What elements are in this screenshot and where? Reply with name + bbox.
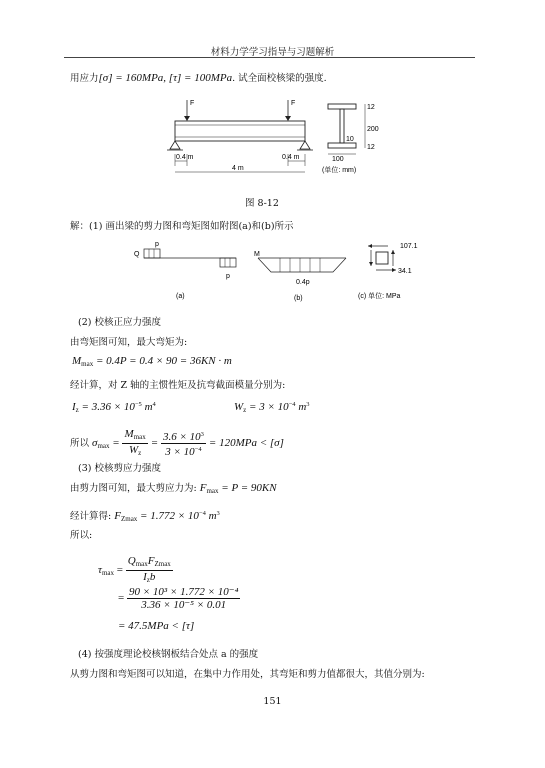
shear-top-label: p xyxy=(155,241,159,248)
shear-bottom-label: p xyxy=(226,273,230,280)
sigma-fraction-symbolic: $\frac{M_{max}}{W_z}$ xyxy=(124,428,146,457)
force-arrowhead-left xyxy=(184,116,190,121)
moment-curve xyxy=(258,258,346,272)
section-web xyxy=(340,109,344,143)
force-arrowhead-right xyxy=(285,116,291,121)
tau-numeric: = $\frac{\text{90 × 10³ × 1.772 × 10⁻⁴}}{\text{3.36 × 10⁻⁵ × 0.01}}$ xyxy=(118,586,239,611)
stress-element xyxy=(376,252,388,264)
step4-heading: (4) 按强度理论校核钢板结合处点 a 的强度 xyxy=(78,649,259,660)
iz-equation: $I_z = 3.36 \times 10^{-5}$ $m^4$ xyxy=(72,401,156,414)
caption-a: (a) xyxy=(176,293,185,300)
wz-equation: $W_z = 3 \times 10^{-4}$ $m^3$ xyxy=(234,401,310,414)
tau-fraction-numeric: $\frac{\text{90 × 10³ × 1.772 × 10⁻⁴}}{\text{3.36 × 10⁻⁵ × 0.01}}$ xyxy=(128,586,239,611)
shear-positive-block xyxy=(144,249,160,258)
intro-prefix: 用应力 xyxy=(70,73,99,84)
step3-heading: (3) 校核剪应力强度 xyxy=(78,463,161,474)
caption-c: (c) 单位: MPa xyxy=(358,293,401,300)
caption-b: (b) xyxy=(294,295,303,302)
moment-value: 0.4p xyxy=(296,279,310,286)
dim-right: 0.4 m xyxy=(282,154,300,161)
header-rule xyxy=(64,57,475,58)
mmax-equation: $M_{max} = 0.4P = 0.4 \times 90 = 36KN \cdot m$ xyxy=(72,355,232,368)
moment-label: M xyxy=(254,251,260,258)
stress-top-value: 107.1 xyxy=(400,243,418,250)
unit-note: (单位: mm) xyxy=(322,167,357,174)
pin-support xyxy=(170,141,180,149)
running-header: 材料力学学习指导与习题解析 xyxy=(210,47,335,58)
dim-section-bottom: 12 xyxy=(367,144,375,151)
step4-line1: 从剪力图和弯矩图可以知道，在集中力作用处，其弯矩和剪力值都很大，其值分别为: xyxy=(70,669,425,680)
step2-heading: (2) 校核正应力强度 xyxy=(78,317,161,328)
beam-figure xyxy=(160,94,390,184)
diagrams-figure xyxy=(130,236,450,306)
roller-support xyxy=(300,141,310,149)
intro-suffix: . 试全面校核梁的强度. xyxy=(232,73,327,84)
beam-body xyxy=(175,121,305,141)
step3-line1: 由剪力图可知，最大剪应力为: $F_{max} = P = 90KN$ xyxy=(70,482,277,495)
figure-caption: 图 8-12 xyxy=(245,198,279,209)
stress-right-value: 34.1 xyxy=(398,268,412,275)
allowable-stress: [σ] = 160MPa, [τ] = 100MPa xyxy=(98,72,233,84)
force-label-right: F xyxy=(291,100,296,107)
intro-line xyxy=(70,72,327,85)
force-label-left: F xyxy=(190,100,195,107)
shear-negative-block xyxy=(220,258,236,267)
dim-section-width: 100 xyxy=(332,156,344,163)
step2-line2: 经计算，对 Z 轴的主惯性矩及抗弯截面模量分别为: xyxy=(70,380,286,391)
dim-section-top: 12 xyxy=(367,104,375,111)
sigma-fraction-numeric: $\frac{3.6 \times 10^3}{3 \times 10^{-4}}$ xyxy=(162,431,204,458)
tau-fraction-symbolic: $\frac{Q_{max}F_{Zmax}}{I_zb}$ xyxy=(127,555,171,584)
sigma-equation: 所以 $\sigma_{max}$ = $\frac{M_{max}}{W_z}$ = $\frac{3.6 \times 10^3}{3 \times 10^{-4}}$ = 120MPa < [σ] xyxy=(70,428,284,458)
dim-total: 4 m xyxy=(232,165,244,172)
section-top-flange xyxy=(328,104,356,109)
section-bottom-flange xyxy=(328,143,356,148)
step2-line1: 由弯矩图可知，最大弯矩为: xyxy=(70,337,188,348)
page-number: 151 xyxy=(263,696,282,707)
dim-section-height: 200 xyxy=(367,126,379,133)
dim-section-web: 10 xyxy=(346,136,354,143)
shear-label: Q xyxy=(134,251,140,258)
step3-so: 所以: xyxy=(70,530,93,541)
tau-equation: $\tau_{max}$ = $\frac{Q_{max}F_{Zmax}}{I_zb}$ xyxy=(98,555,171,584)
tau-result: = 47.5MPa < [τ] xyxy=(118,620,195,632)
dim-left: 0.4 m xyxy=(176,154,194,161)
step3-line2: 经计算得: $F_{Zmax} = 1.772 \times 10^{-4}$ $m^3$ xyxy=(70,510,220,523)
solution-intro: 解：(1) 画出梁的剪力图和弯矩图如附图(a)和(b)所示 xyxy=(70,221,294,232)
sigma-result: = 120MPa < [σ] xyxy=(208,437,284,449)
